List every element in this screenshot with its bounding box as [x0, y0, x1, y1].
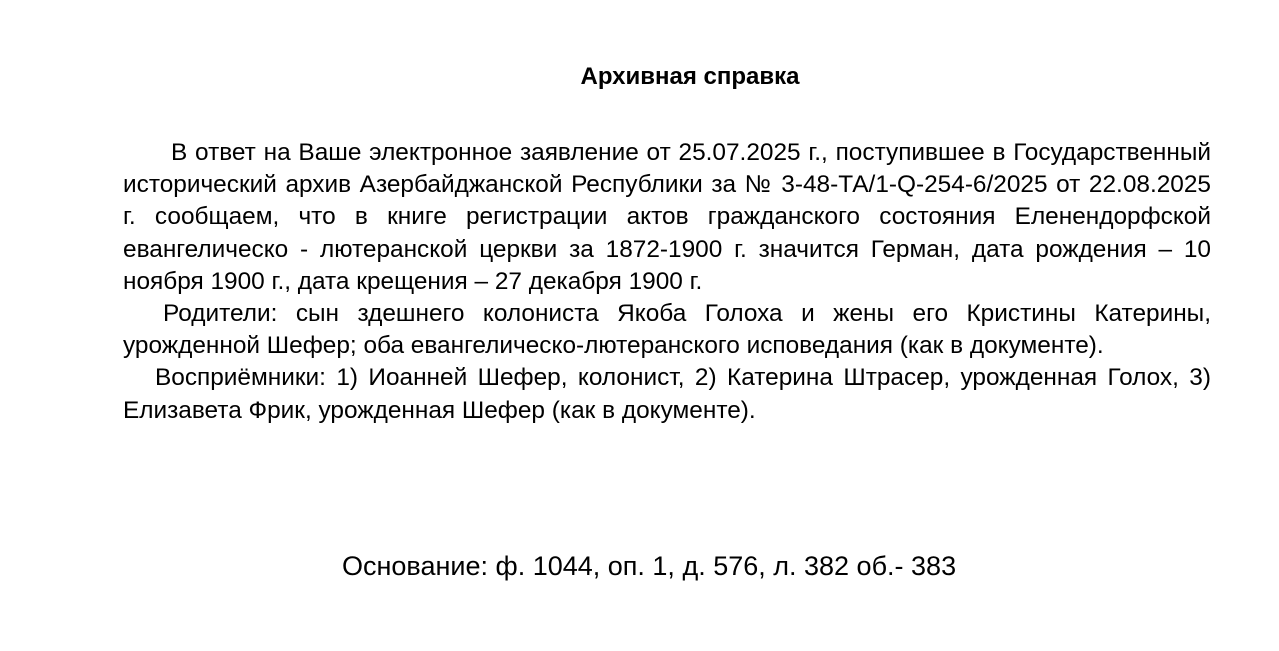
document-title: Архивная справка	[580, 63, 800, 90]
paragraph-godparents: Восприёмники: 1) Иоанней Шефер, колонист, 2) Катерина Штрасер, урожденная Голох, 3) Елизавета Фрик, урожденная Шефер (как в документе).	[123, 364, 1211, 424]
document-body	[123, 137, 1211, 427]
paragraph-request: В ответ на Ваше электронное заявление от 25.07.2025 г., поступившее в Государственный исторический архив Азербайджанской Республики за № 3-48-ТА/1-Q-254-6/2025 от 22.08.2025 г. сообщаем, что в книге регистрации актов гражданского состояния Еленендорфской евангелическо - лютеранской церкви за 1872-1900 г. значится Герман, дата рождения – 10 ноября 1900 г., дата крещения – 27 декабря 1900 г.	[123, 139, 1211, 295]
paragraph-parents: Родители: сын здешнего колониста Якоба Голоха и жены его Кристины Катерины, урожденной Шефер; оба евангелическо-лютеранского исповедания (как в документе).	[123, 300, 1211, 360]
document-basis: Основание: ф. 1044, оп. 1, д. 576, л. 382 об.- 383	[342, 551, 957, 581]
